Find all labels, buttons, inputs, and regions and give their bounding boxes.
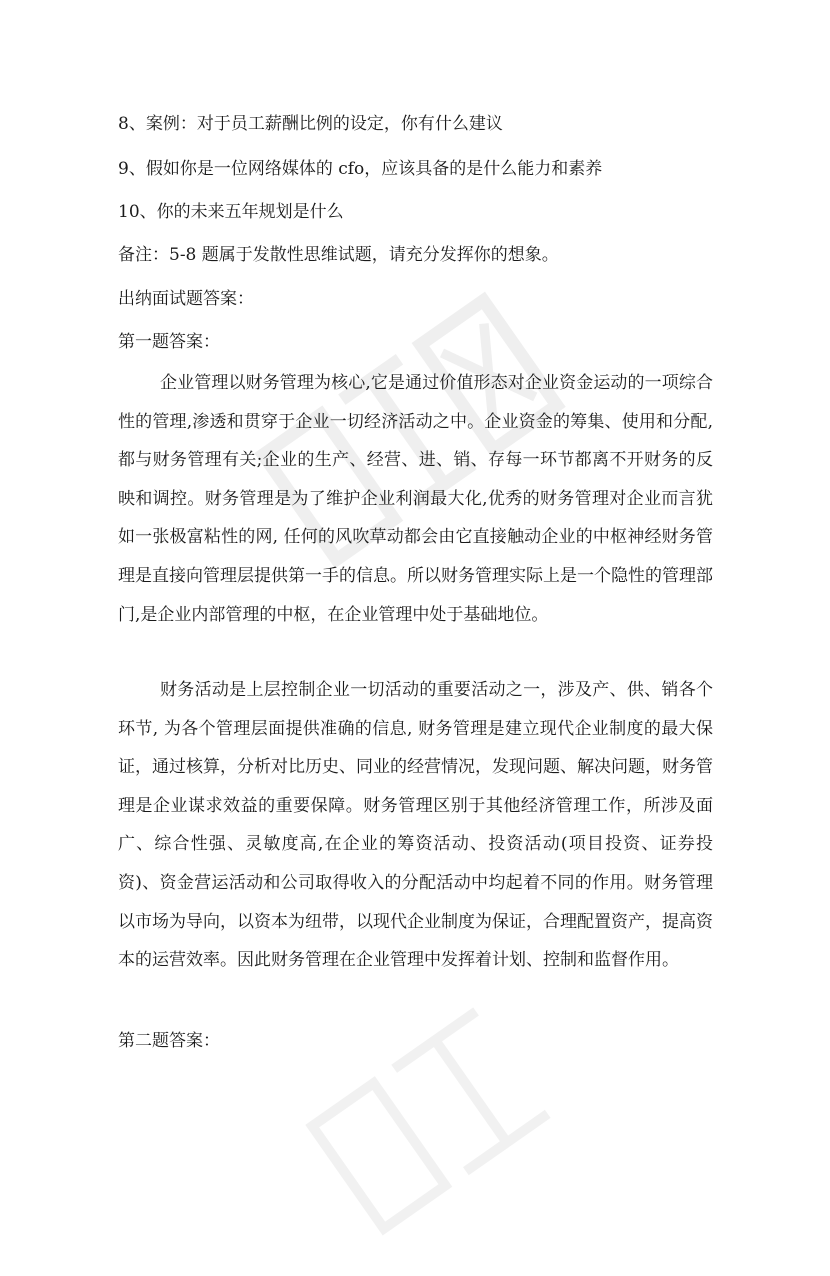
watermark-logo-bottom — [266, 964, 594, 1276]
question-9: 9、假如你是一位网络媒体的 cfo，应该具备的是什么能力和素养 — [118, 159, 603, 179]
answer-1-paragraph-2: 财务活动是上层控制企业一切活动的重要活动之一，涉及产、供、销各个环节, 为各个管理层面提供准确的信息, 财务管理是建立现代企业制度的最大保证，通过核算，分析对比历史、同业的经营情况，发现问题、解决问题，财务管理是企业谋求效益的重要保障。财务管理区别于其他经济管理工作，所涉及面广、综合性强、灵敏度高,在企业的筹资活动、投资活动(项目投资、证券投资)、资金营运活动和公司取得收入的分配活动中均起着不同的作用。财务管理以市场为导向，以资本为纽带，以现代企业制度为保证，合理配置资产，提高资本的运营效率。因此财务管理在企业管理中发挥着计划、控制和监督作用。 — [118, 680, 713, 971]
question-10: 10、你的未来五年规划是什么 — [118, 202, 344, 222]
answer-1-heading: 第一题答案： — [118, 332, 220, 352]
answers-heading: 出纳面试题答案： — [118, 289, 254, 309]
answer-2-heading: 第二题答案： — [118, 1031, 220, 1051]
answer-1-paragraph-1: 企业管理以财务管理为核心,它是通过价值形态对企业资金运动的一项综合性的管理,渗透和贯穿于企业一切经济活动之中。企业资金的筹集、使用和分配,都与财务管理有关;企业的生产、经营、进、销、存每一环节都离不开财务的反映和调控。财务管理是为了维护企业利润最大化,优秀的财务管理对企业而言犹如一张极富粘性的网, 任何的风吹草动都会由它直接触动企业的中枢神经财务管理是直接向管理层提供第一手的信息。所以财务管理实际上是一个隐性的管理部门,是企业内部管理的中枢，在企业管理中处于基础地位。 — [118, 373, 713, 625]
question-8: 8、案例：对于员工薪酬比例的设定，你有什么建议 — [118, 114, 503, 134]
note: 备注：5-8 题属于发散性思维试题，请充分发挥你的想象。 — [118, 245, 559, 265]
